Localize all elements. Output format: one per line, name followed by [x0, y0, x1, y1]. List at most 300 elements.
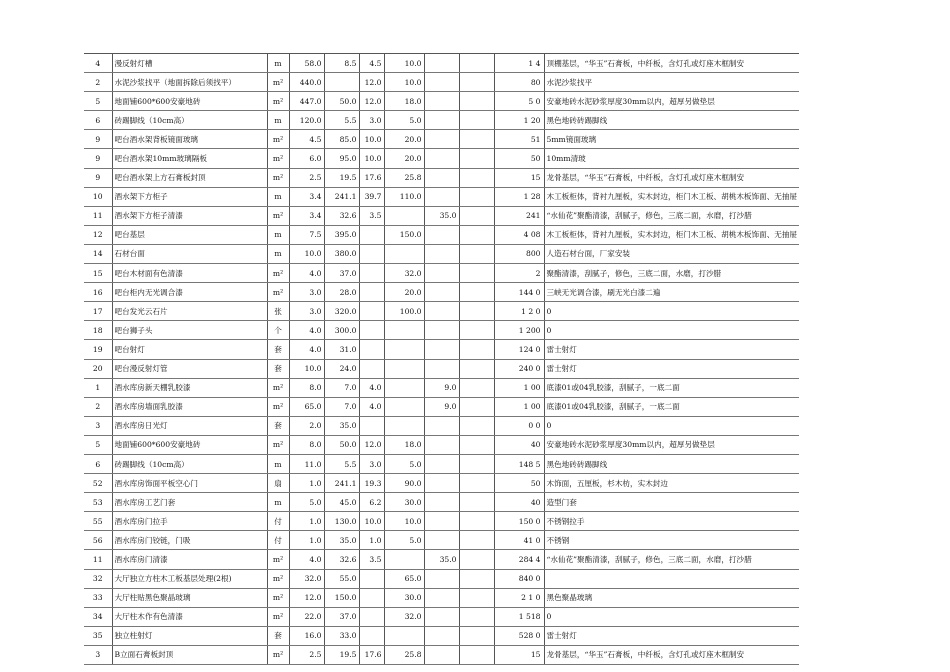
- extra-cost-cell: [459, 206, 494, 225]
- item-name-cell: 酒水库房日光灯: [112, 416, 267, 435]
- labor-cost-cell: [384, 378, 424, 397]
- item-name-cell: 漫反射灯槽: [112, 54, 267, 73]
- item-name-cell: 大厅柱木作有色清漆: [112, 607, 267, 626]
- finish-cost-cell: [424, 493, 459, 512]
- item-name-cell: 石材台面: [112, 244, 267, 263]
- unit-cell: 套: [267, 340, 289, 359]
- description-cell: 龙骨基层，“华玉”石膏板，中纤板，含灯孔或灯座木框制安: [544, 645, 799, 664]
- item-name-cell: 独立柱射灯: [112, 626, 267, 645]
- extra-cost-cell: [459, 149, 494, 168]
- extra-cost-cell: [459, 531, 494, 550]
- labor-cost-cell: [384, 340, 424, 359]
- labor-cost-cell: 5.0: [384, 111, 424, 130]
- table-row: [84, 645, 799, 664]
- aux-cost-cell: [359, 225, 384, 244]
- extra-cost-cell: [459, 569, 494, 588]
- item-name-cell: 酒水架下方柜子清漆: [112, 206, 267, 225]
- unit-cell: 扇: [267, 474, 289, 493]
- finish-cost-cell: [424, 92, 459, 111]
- row-seq-cell: 9: [84, 168, 112, 187]
- row-seq-cell: 14: [84, 244, 112, 263]
- labor-cost-cell: 32.0: [384, 264, 424, 283]
- extra-cost-cell: [459, 493, 494, 512]
- description-cell: 木工板柜体，背衬九厘板，实木封边，柜门木工板、胡桃木板饰面、无抽屉: [544, 225, 799, 244]
- row-seq-cell: 3: [84, 416, 112, 435]
- aux-cost-cell: 4.0: [359, 397, 384, 416]
- price-cell: 19.5: [324, 645, 359, 664]
- finish-cost-cell: [424, 607, 459, 626]
- description-cell: 水泥沙浆找平: [544, 73, 799, 92]
- total-cell: 840 0: [494, 569, 544, 588]
- cost-estimate-table: [84, 53, 799, 665]
- aux-cost-cell: [359, 416, 384, 435]
- aux-cost-cell: 39.7: [359, 187, 384, 206]
- total-cell: 51: [494, 130, 544, 149]
- aux-cost-cell: 3.5: [359, 550, 384, 569]
- labor-cost-cell: 150.0: [384, 225, 424, 244]
- table-row: [84, 54, 799, 73]
- finish-cost-cell: [424, 321, 459, 340]
- labor-cost-cell: [384, 359, 424, 378]
- table-row: [84, 92, 799, 111]
- total-cell: 124 0: [494, 340, 544, 359]
- labor-cost-cell: 18.0: [384, 435, 424, 454]
- table-row: [84, 111, 799, 130]
- finish-cost-cell: [424, 225, 459, 244]
- unit-cell: m²: [267, 92, 289, 111]
- row-seq-cell: 20: [84, 359, 112, 378]
- unit-cell: 张: [267, 302, 289, 321]
- finish-cost-cell: [424, 626, 459, 645]
- total-cell: 15: [494, 645, 544, 664]
- aux-cost-cell: 10.0: [359, 512, 384, 531]
- aux-cost-cell: 3.0: [359, 111, 384, 130]
- price-cell: 33.0: [324, 626, 359, 645]
- labor-cost-cell: [384, 244, 424, 263]
- quantity-cell: 22.0: [289, 607, 324, 626]
- extra-cost-cell: [459, 512, 494, 531]
- finish-cost-cell: 35.0: [424, 206, 459, 225]
- aux-cost-cell: 10.0: [359, 130, 384, 149]
- finish-cost-cell: [424, 149, 459, 168]
- item-name-cell: 大厅柱贴黑色聚晶玻璃: [112, 588, 267, 607]
- description-cell: 0: [544, 302, 799, 321]
- description-cell: 龙骨基层，“华玉”石膏板，中纤板，含灯孔或灯座木框制安: [544, 168, 799, 187]
- labor-cost-cell: [384, 416, 424, 435]
- item-name-cell: 吧台酒水架上方石膏板封顶: [112, 168, 267, 187]
- quantity-cell: 2.0: [289, 416, 324, 435]
- description-cell: 人造石材台面，厂家安装: [544, 244, 799, 263]
- extra-cost-cell: [459, 397, 494, 416]
- extra-cost-cell: [459, 588, 494, 607]
- extra-cost-cell: [459, 550, 494, 569]
- extra-cost-cell: [459, 645, 494, 664]
- quantity-cell: 120.0: [289, 111, 324, 130]
- extra-cost-cell: [459, 607, 494, 626]
- labor-cost-cell: 18.0: [384, 92, 424, 111]
- item-name-cell: 酒水库房新天棚乳胶漆: [112, 378, 267, 397]
- row-seq-cell: 19: [84, 340, 112, 359]
- aux-cost-cell: 6.2: [359, 493, 384, 512]
- quantity-cell: 58.0: [289, 54, 324, 73]
- quantity-cell: 4.0: [289, 340, 324, 359]
- price-cell: 150.0: [324, 588, 359, 607]
- row-seq-cell: 53: [84, 493, 112, 512]
- row-seq-cell: 9: [84, 130, 112, 149]
- total-cell: 2 1 0: [494, 588, 544, 607]
- finish-cost-cell: 9.0: [424, 378, 459, 397]
- aux-cost-cell: [359, 588, 384, 607]
- aux-cost-cell: 17.6: [359, 168, 384, 187]
- unit-cell: 个: [267, 321, 289, 340]
- price-cell: 50.0: [324, 435, 359, 454]
- aux-cost-cell: [359, 569, 384, 588]
- table-row: [84, 493, 799, 512]
- total-cell: 5 0: [494, 92, 544, 111]
- aux-cost-cell: 12.0: [359, 435, 384, 454]
- row-seq-cell: 12: [84, 225, 112, 244]
- price-cell: 7.0: [324, 378, 359, 397]
- unit-cell: 付: [267, 531, 289, 550]
- extra-cost-cell: [459, 454, 494, 473]
- description-cell: 安豪地砖水泥砂浆厚度30mm以内，超厚另做垫层: [544, 92, 799, 111]
- description-cell: “水仙花”聚酯清漆，刮腻子，修色，三底二面，水磨，打沙腊: [544, 206, 799, 225]
- item-name-cell: B立面石膏板封顶: [112, 645, 267, 664]
- labor-cost-cell: 90.0: [384, 474, 424, 493]
- row-seq-cell: 10: [84, 187, 112, 206]
- labor-cost-cell: 20.0: [384, 130, 424, 149]
- price-cell: 7.0: [324, 397, 359, 416]
- quantity-cell: 3.4: [289, 206, 324, 225]
- labor-cost-cell: 10.0: [384, 54, 424, 73]
- table-row: [84, 302, 799, 321]
- description-cell: 不锈钢拉手: [544, 512, 799, 531]
- extra-cost-cell: [459, 359, 494, 378]
- unit-cell: m²: [267, 130, 289, 149]
- quantity-cell: 3.4: [289, 187, 324, 206]
- finish-cost-cell: [424, 340, 459, 359]
- quantity-cell: 10.0: [289, 244, 324, 263]
- description-cell: 10mm清玻: [544, 149, 799, 168]
- price-cell: 85.0: [324, 130, 359, 149]
- aux-cost-cell: [359, 626, 384, 645]
- unit-cell: 套: [267, 416, 289, 435]
- row-seq-cell: 56: [84, 531, 112, 550]
- quantity-cell: 1.0: [289, 531, 324, 550]
- description-cell: 底漆01或04乳胶漆，刮腻子，一底二面: [544, 397, 799, 416]
- unit-cell: m: [267, 493, 289, 512]
- price-cell: 130.0: [324, 512, 359, 531]
- unit-cell: m²: [267, 607, 289, 626]
- finish-cost-cell: [424, 531, 459, 550]
- extra-cost-cell: [459, 435, 494, 454]
- total-cell: 4 08: [494, 225, 544, 244]
- finish-cost-cell: [424, 187, 459, 206]
- item-name-cell: 大厅独立方柱木工板基层处理(2根): [112, 569, 267, 588]
- extra-cost-cell: [459, 474, 494, 493]
- description-cell: 5mm镜面玻璃: [544, 130, 799, 149]
- row-seq-cell: 34: [84, 607, 112, 626]
- labor-cost-cell: 25.8: [384, 168, 424, 187]
- price-cell: 32.6: [324, 206, 359, 225]
- table-row: [84, 149, 799, 168]
- description-cell: 木工板柜体，背衬九厘板，实木封边，柜门木工板、胡桃木板饰面、无抽屉: [544, 187, 799, 206]
- labor-cost-cell: 10.0: [384, 73, 424, 92]
- table-row: [84, 340, 799, 359]
- labor-cost-cell: [384, 321, 424, 340]
- price-cell: 8.5: [324, 54, 359, 73]
- row-seq-cell: 4: [84, 54, 112, 73]
- total-cell: 40: [494, 435, 544, 454]
- table-row: [84, 454, 799, 473]
- price-cell: 95.0: [324, 149, 359, 168]
- extra-cost-cell: [459, 111, 494, 130]
- quantity-cell: 1.0: [289, 474, 324, 493]
- row-seq-cell: 1: [84, 378, 112, 397]
- quantity-cell: 3.0: [289, 283, 324, 302]
- aux-cost-cell: [359, 264, 384, 283]
- description-cell: 造型门套: [544, 493, 799, 512]
- labor-cost-cell: [384, 550, 424, 569]
- row-seq-cell: 52: [84, 474, 112, 493]
- item-name-cell: 砖踢脚线（10cm高）: [112, 454, 267, 473]
- unit-cell: m: [267, 111, 289, 130]
- total-cell: 148 5: [494, 454, 544, 473]
- description-cell: 安豪地砖水泥砂浆厚度30mm以内，超厚另做垫层: [544, 435, 799, 454]
- price-cell: 35.0: [324, 531, 359, 550]
- aux-cost-cell: 4.5: [359, 54, 384, 73]
- unit-cell: m²: [267, 645, 289, 664]
- table-row: [84, 550, 799, 569]
- unit-cell: m²: [267, 435, 289, 454]
- finish-cost-cell: [424, 168, 459, 187]
- finish-cost-cell: [424, 435, 459, 454]
- finish-cost-cell: [424, 264, 459, 283]
- item-name-cell: 酒水库房门清漆: [112, 550, 267, 569]
- price-cell: 241.1: [324, 474, 359, 493]
- labor-cost-cell: 20.0: [384, 149, 424, 168]
- description-cell: 雷士射灯: [544, 626, 799, 645]
- description-cell: 黑色地砖砖踢脚线: [544, 111, 799, 130]
- price-cell: 241.1: [324, 187, 359, 206]
- row-seq-cell: 17: [84, 302, 112, 321]
- total-cell: 1 518: [494, 607, 544, 626]
- price-cell: 395.0: [324, 225, 359, 244]
- item-name-cell: 吧台基层: [112, 225, 267, 244]
- labor-cost-cell: [384, 626, 424, 645]
- extra-cost-cell: [459, 321, 494, 340]
- price-cell: 19.5: [324, 168, 359, 187]
- description-cell: [544, 569, 799, 588]
- table-row: [84, 321, 799, 340]
- extra-cost-cell: [459, 283, 494, 302]
- quantity-cell: 440.0: [289, 73, 324, 92]
- row-seq-cell: 32: [84, 569, 112, 588]
- quantity-cell: 4.5: [289, 130, 324, 149]
- aux-cost-cell: 10.0: [359, 149, 384, 168]
- quantity-cell: 3.0: [289, 302, 324, 321]
- unit-cell: m²: [267, 149, 289, 168]
- item-name-cell: 酒水库房工艺门套: [112, 493, 267, 512]
- unit-cell: m²: [267, 397, 289, 416]
- description-cell: 雷士射灯: [544, 340, 799, 359]
- price-cell: 37.0: [324, 264, 359, 283]
- total-cell: 41 0: [494, 531, 544, 550]
- price-cell: 380.0: [324, 244, 359, 263]
- total-cell: 50: [494, 149, 544, 168]
- extra-cost-cell: [459, 626, 494, 645]
- table-row: [84, 130, 799, 149]
- price-cell: 5.5: [324, 454, 359, 473]
- price-cell: 300.0: [324, 321, 359, 340]
- total-cell: 80: [494, 73, 544, 92]
- aux-cost-cell: 3.5: [359, 206, 384, 225]
- item-name-cell: 酒水架下方柜子: [112, 187, 267, 206]
- labor-cost-cell: 30.0: [384, 493, 424, 512]
- labor-cost-cell: [384, 206, 424, 225]
- table-row: [84, 626, 799, 645]
- finish-cost-cell: 35.0: [424, 550, 459, 569]
- row-seq-cell: 5: [84, 92, 112, 111]
- aux-cost-cell: 12.0: [359, 92, 384, 111]
- quantity-cell: 2.5: [289, 168, 324, 187]
- item-name-cell: 吧台漫反射灯管: [112, 359, 267, 378]
- extra-cost-cell: [459, 130, 494, 149]
- unit-cell: 套: [267, 359, 289, 378]
- price-cell: 24.0: [324, 359, 359, 378]
- finish-cost-cell: [424, 283, 459, 302]
- aux-cost-cell: [359, 302, 384, 321]
- table-row: [84, 512, 799, 531]
- total-cell: 284 4: [494, 550, 544, 569]
- extra-cost-cell: [459, 54, 494, 73]
- quantity-cell: 5.0: [289, 493, 324, 512]
- aux-cost-cell: [359, 321, 384, 340]
- row-seq-cell: 11: [84, 550, 112, 569]
- finish-cost-cell: [424, 645, 459, 664]
- description-cell: 黑色地砖砖踢脚线: [544, 454, 799, 473]
- finish-cost-cell: [424, 130, 459, 149]
- table-row: [84, 397, 799, 416]
- total-cell: 144 0: [494, 283, 544, 302]
- row-seq-cell: 18: [84, 321, 112, 340]
- description-cell: 0: [544, 416, 799, 435]
- extra-cost-cell: [459, 264, 494, 283]
- table-row: [84, 531, 799, 550]
- item-name-cell: 吧台木材面有色清漆: [112, 264, 267, 283]
- description-cell: 聚酯清漆，刮腻子，修色，三底二面，水磨，打沙腊: [544, 264, 799, 283]
- aux-cost-cell: [359, 607, 384, 626]
- price-cell: [324, 73, 359, 92]
- item-name-cell: 地面铺600*600安豪地砖: [112, 92, 267, 111]
- labor-cost-cell: 30.0: [384, 588, 424, 607]
- total-cell: 1 28: [494, 187, 544, 206]
- row-seq-cell: 2: [84, 73, 112, 92]
- item-name-cell: 吧台狮子头: [112, 321, 267, 340]
- total-cell: 800: [494, 244, 544, 263]
- labor-cost-cell: 20.0: [384, 283, 424, 302]
- aux-cost-cell: 1.0: [359, 531, 384, 550]
- labor-cost-cell: 10.0: [384, 512, 424, 531]
- quantity-cell: 65.0: [289, 397, 324, 416]
- table-row: [84, 474, 799, 493]
- quantity-cell: 6.0: [289, 149, 324, 168]
- quantity-cell: 1.0: [289, 512, 324, 531]
- total-cell: 1 200: [494, 321, 544, 340]
- total-cell: 1 4: [494, 54, 544, 73]
- quantity-cell: 32.0: [289, 569, 324, 588]
- total-cell: 150 0: [494, 512, 544, 531]
- row-seq-cell: 9: [84, 149, 112, 168]
- row-seq-cell: 33: [84, 588, 112, 607]
- aux-cost-cell: [359, 244, 384, 263]
- price-cell: 50.0: [324, 92, 359, 111]
- description-cell: 0: [544, 607, 799, 626]
- table-row: [84, 225, 799, 244]
- quantity-cell: 12.0: [289, 588, 324, 607]
- item-name-cell: 吧台发光云石片: [112, 302, 267, 321]
- table-row: [84, 378, 799, 397]
- table-row: [84, 73, 799, 92]
- table-row: [84, 588, 799, 607]
- description-cell: 底漆01或04乳胶漆，刮腻子，一底二面: [544, 378, 799, 397]
- description-cell: 木饰面，五厘板，杉木枋，实木封边: [544, 474, 799, 493]
- finish-cost-cell: [424, 588, 459, 607]
- finish-cost-cell: [424, 416, 459, 435]
- table-row: [84, 244, 799, 263]
- price-cell: 320.0: [324, 302, 359, 321]
- aux-cost-cell: [359, 340, 384, 359]
- total-cell: 240 0: [494, 359, 544, 378]
- item-name-cell: 酒水库房饰面平板空心门: [112, 474, 267, 493]
- description-cell: 雷士射灯: [544, 359, 799, 378]
- quantity-cell: 8.0: [289, 378, 324, 397]
- unit-cell: m: [267, 225, 289, 244]
- aux-cost-cell: 19.3: [359, 474, 384, 493]
- quantity-cell: 8.0: [289, 435, 324, 454]
- item-name-cell: 砖踢脚线（10cm高）: [112, 111, 267, 130]
- extra-cost-cell: [459, 378, 494, 397]
- labor-cost-cell: 32.0: [384, 607, 424, 626]
- unit-cell: m²: [267, 264, 289, 283]
- price-cell: 28.0: [324, 283, 359, 302]
- finish-cost-cell: [424, 111, 459, 130]
- aux-cost-cell: [359, 359, 384, 378]
- price-cell: 32.6: [324, 550, 359, 569]
- description-cell: 三峡无光调合漆，刷无光白漆二遍: [544, 283, 799, 302]
- row-seq-cell: 6: [84, 111, 112, 130]
- total-cell: 528 0: [494, 626, 544, 645]
- row-seq-cell: 3: [84, 645, 112, 664]
- unit-cell: m²: [267, 550, 289, 569]
- labor-cost-cell: 25.8: [384, 645, 424, 664]
- labor-cost-cell: [384, 397, 424, 416]
- finish-cost-cell: [424, 474, 459, 493]
- description-cell: 不锈钢: [544, 531, 799, 550]
- extra-cost-cell: [459, 244, 494, 263]
- extra-cost-cell: [459, 92, 494, 111]
- unit-cell: 套: [267, 626, 289, 645]
- quantity-cell: 10.0: [289, 359, 324, 378]
- row-seq-cell: 35: [84, 626, 112, 645]
- unit-cell: 付: [267, 512, 289, 531]
- labor-cost-cell: 65.0: [384, 569, 424, 588]
- row-seq-cell: 5: [84, 435, 112, 454]
- table-row: [84, 416, 799, 435]
- labor-cost-cell: 5.0: [384, 454, 424, 473]
- labor-cost-cell: 100.0: [384, 302, 424, 321]
- total-cell: 40: [494, 493, 544, 512]
